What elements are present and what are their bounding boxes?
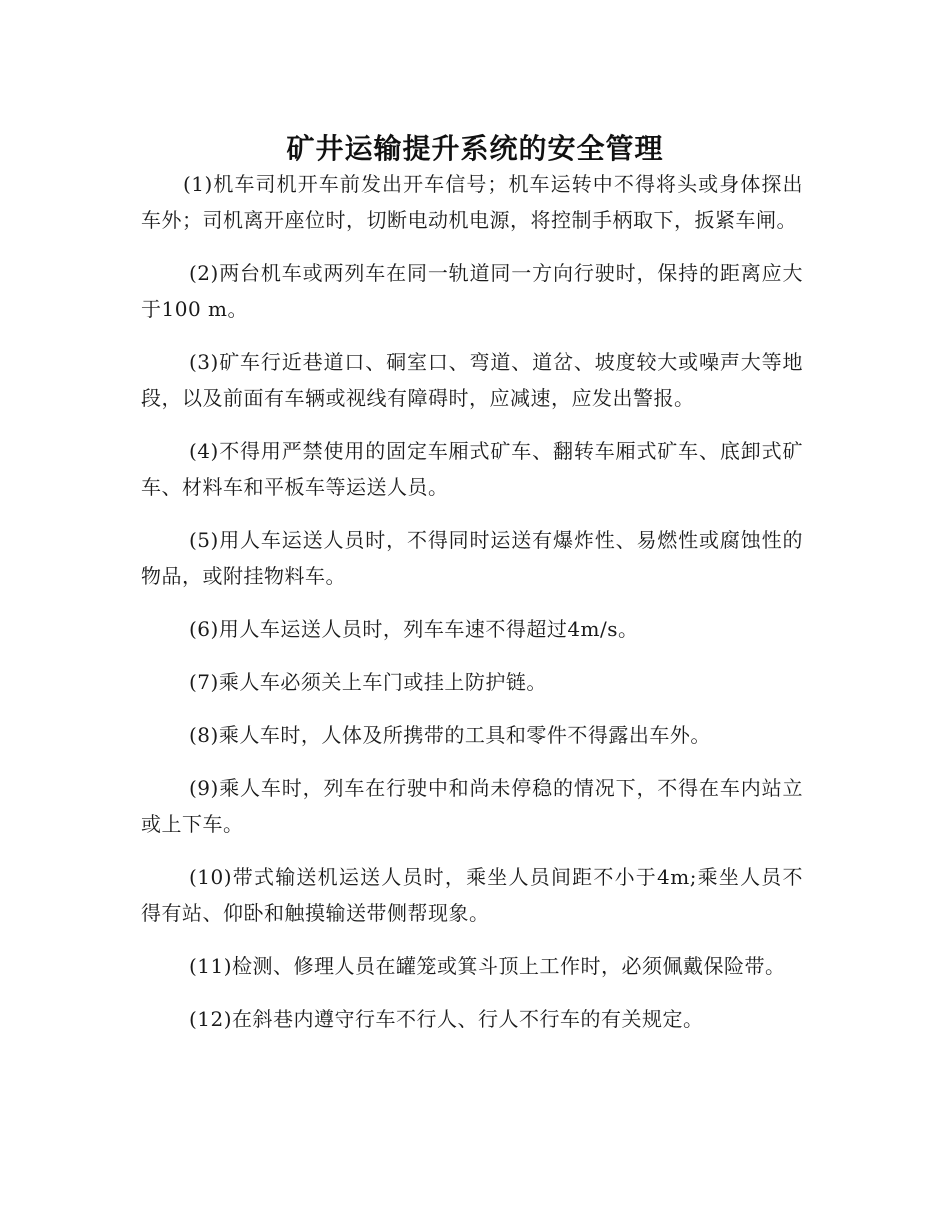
paragraph-4: (4)不得用严禁使用的固定车厢式矿车、翻转车厢式矿车、底卸式矿车、材料车和平板车等运送人员。	[141, 439, 803, 499]
document-title: 矿井运输提升系统的安全管理	[286, 131, 664, 165]
paragraph-12: (12)在斜巷内遵守行车不行人、行人不行车的有关规定。	[189, 1007, 704, 1031]
paragraph-1: (1)机车司机开车前发出开车信号；机车运转中不得将头或身体探出车外；司机离开座位时，切断电动机电源，将控制手柄取下，扳紧车闸。	[141, 172, 803, 232]
paragraph-3: (3)矿车行近巷道口、硐室口、弯道、道岔、坡度较大或噪声大等地段，以及前面有车辆或视线有障碍时，应减速，应发出警报。	[141, 350, 803, 410]
paragraph-7: (7)乘人车必须关上车门或挂上防护链。	[189, 670, 547, 694]
paragraph-10: (10)带式输送机运送人员时，乘坐人员间距不小于4m;乘坐人员不得有站、仰卧和触摸输送带侧帮现象。	[141, 865, 803, 925]
paragraph-6: (6)用人车运送人员时，列车车速不得超过4m/s。	[189, 617, 639, 641]
paragraph-8: (8)乘人车时，人体及所携带的工具和零件不得露出车外。	[189, 723, 711, 747]
paragraph-9: (9)乘人车时，列车在行驶中和尚未停稳的情况下，不得在车内站立或上下车。	[141, 776, 803, 836]
paragraph-2: (2)两台机车或两列车在同一轨道同一方向行驶时，保持的距离应大于100 m。	[141, 261, 803, 321]
document-body	[141, 166, 803, 1054]
paragraph-11: (11)检测、修理人员在罐笼或箕斗顶上工作时，必须佩戴保险带。	[189, 954, 786, 978]
paragraph-5: (5)用人车运送人员时，不得同时运送有爆炸性、易燃性或腐蚀性的物品，或附挂物料车。	[141, 528, 803, 588]
